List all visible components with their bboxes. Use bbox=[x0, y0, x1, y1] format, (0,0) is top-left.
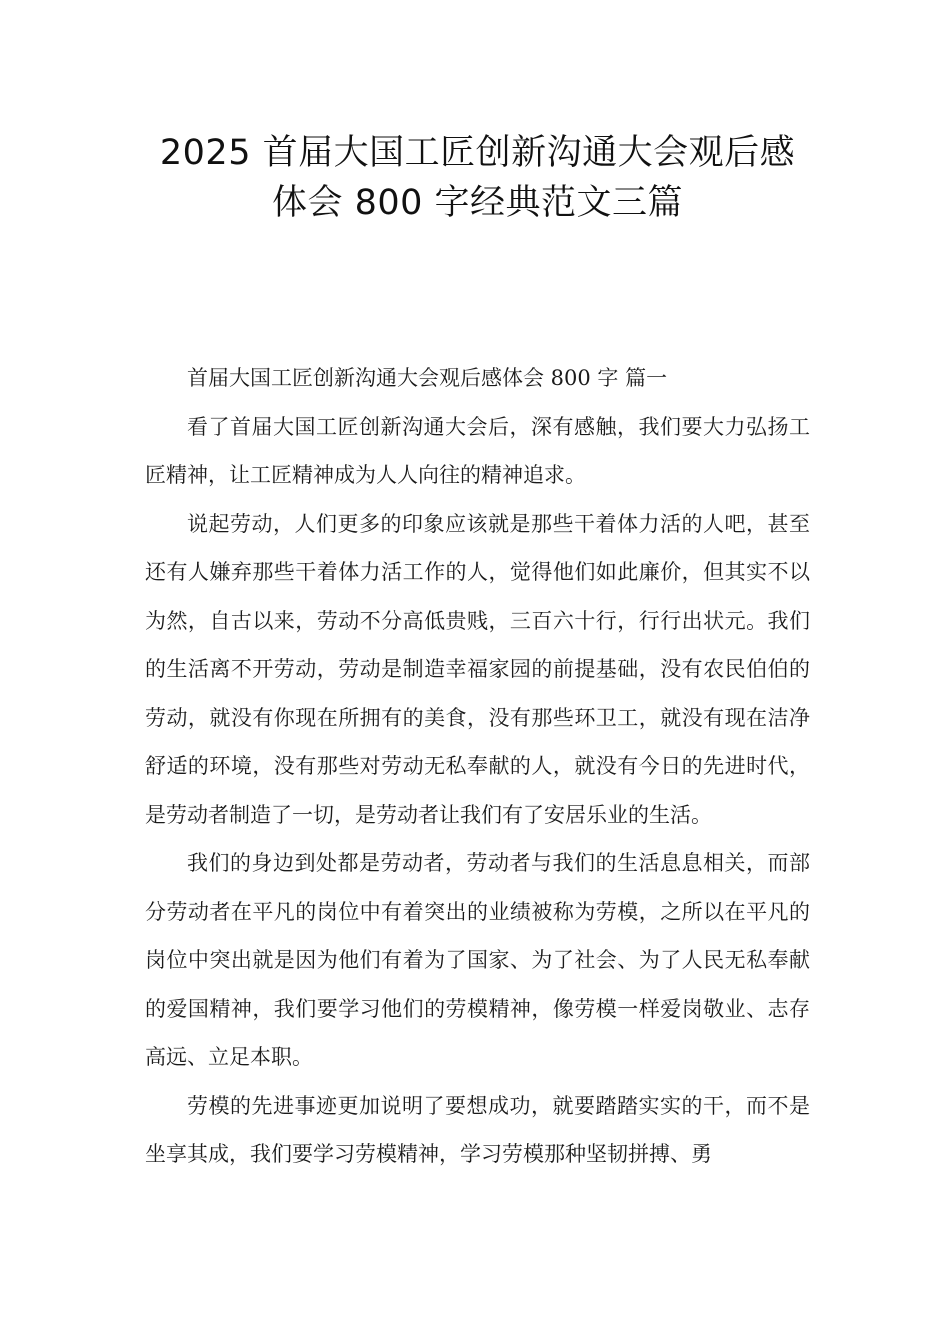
document-title bbox=[145, 128, 810, 228]
paragraph-4: 劳模的先进事迹更加说明了要想成功，就要踏踏实实的干，而不是坐享其成，我们要学习劳模精神，学习劳模那种坚韧拼搏、勇 bbox=[145, 1093, 810, 1166]
paragraph-2: 说起劳动，人们更多的印象应该就是那些干着体力活的人吧，甚至还有人嫌弃那些干着体力活工作的人，觉得他们如此廉价，但其实不以为然，自古以来，劳动不分高低贵贱，三百六十行，行行出状元。我们的生活离不开劳动，劳动是制造幸福家园的前提基础，没有农民伯伯的劳动，就没有你现在所拥有的美食，没有那些环卫工，就没有现在洁净舒适的环境，没有那些对劳动无私奉献的人，就没有今日的先进时代，是劳动者制造了一切，是劳动者让我们有了安居乐业的生活。 bbox=[145, 511, 810, 827]
title-line-1: 2025 首届大国工匠创新沟通大会观后感 bbox=[159, 133, 796, 173]
paragraph-3: 我们的身边到处都是劳动者，劳动者与我们的生活息息相关，而部分劳动者在平凡的岗位中有着突出的业绩被称为劳模，之所以在平凡的岗位中突出就是因为他们有着为了国家、为了社会、为了人民无私奉献的爱国精神，我们要学习他们的劳模精神，像劳模一样爱岗敬业、志存高远、立足本职。 bbox=[145, 851, 810, 1069]
paragraph-1: 看了首届大国工匠创新沟通大会后，深有感触，我们要大力弘扬工匠精神，让工匠精神成为人人向往的精神追求。 bbox=[145, 414, 810, 487]
document-body bbox=[145, 354, 810, 1179]
section-subheading: 首届大国工匠创新沟通大会观后感体会 800 字 篇一 bbox=[187, 366, 668, 390]
title-line-2: 体会 800 字经典范文三篇 bbox=[271, 183, 684, 223]
